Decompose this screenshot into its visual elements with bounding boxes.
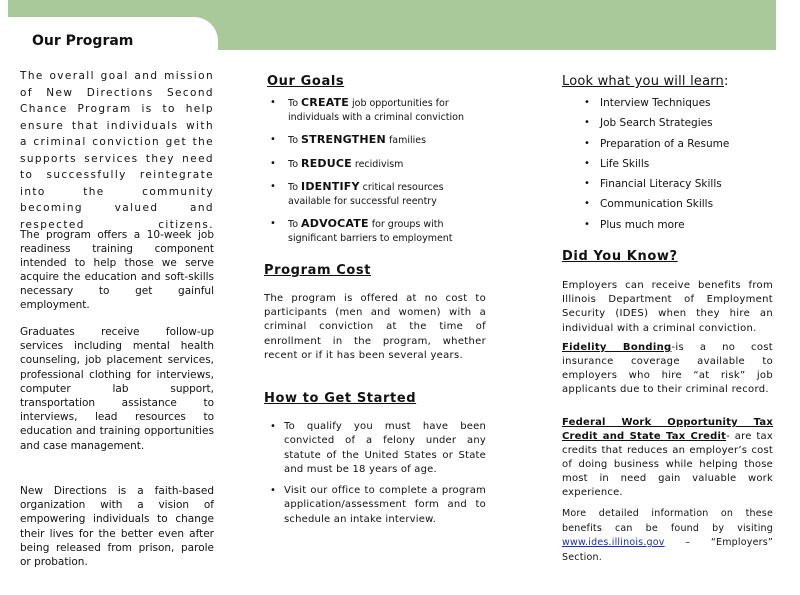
- bullet-icon: •: [584, 178, 590, 190]
- bullet-icon: •: [270, 134, 276, 145]
- organization-paragraph: New Directions is a faith-based organization with a vision of empowering individuals to change their lives for the better even after being released from prison, parole or probation.: [20, 485, 214, 569]
- bullet-icon: •: [584, 157, 590, 169]
- fedtax-term: Federal Work Opportunity Tax Credit and State Tax Credit: [562, 417, 773, 442]
- started-item: • To qualify you must have been convicted of a felony under any statute of the United States or State and must be 18 years of age.: [270, 421, 486, 475]
- ides-link[interactable]: www.ides.illinois.gov: [562, 537, 665, 548]
- goal-item: • To ADVOCATE for groups with significant barriers to employment: [270, 217, 453, 244]
- bullet-icon: •: [270, 97, 276, 108]
- cost-paragraph: The program is offered at no cost to participants (men and women) with a criminal conviction at the time of enrollment in the program, whether recent or if it has been several years.: [264, 293, 486, 361]
- bullet-icon: •: [270, 485, 277, 497]
- fedtax-paragraph: Federal Work Opportunity Tax Credit and State Tax Credit- are tax credits that reduces an employer’s cost of doing business while helping those most in need gain valuable work experience.: [562, 417, 774, 498]
- know-heading: Did You Know?: [562, 249, 678, 264]
- training-paragraph: The program offers a 10-week job readiness training component intended to help those we serve acquire the education and soft-skills necessary to get gainful employment.: [20, 229, 214, 311]
- know-paragraph: Employers can receive benefits from Illinois Department of Employment Security (IDES) when they hire an individual with a criminal conviction.: [562, 280, 773, 334]
- bullet-icon: •: [584, 137, 590, 149]
- learn-item: • Life Skills: [584, 157, 650, 170]
- cost-heading: Program Cost: [264, 263, 372, 278]
- goal-item: • To STRENGTHEN families: [270, 133, 427, 146]
- started-list: [264, 420, 486, 534]
- goal-item: • To CREATE job opportunities for individuals with a criminal conviction: [270, 96, 464, 123]
- page-title: Our Program: [32, 33, 134, 49]
- learn-list: [562, 96, 773, 238]
- bullet-icon: •: [270, 157, 276, 169]
- learn-item: • Preparation of a Resume: [584, 137, 730, 150]
- bullet-icon: •: [270, 421, 277, 432]
- goal-item: • To REDUCE recidivism: [270, 156, 404, 170]
- learn-heading: Look what you will learn:: [562, 74, 729, 89]
- goal-item: • To IDENTIFY critical resources available for successful reentry: [270, 180, 444, 207]
- learn-item: • Job Search Strategies: [584, 117, 713, 130]
- learn-item: • Plus much more: [584, 218, 685, 231]
- more-info-paragraph: More detailed information on these benefits can be found by visiting www.ides.illinois.gov – “Employers” Section.: [562, 508, 773, 563]
- bullet-icon: •: [584, 218, 590, 230]
- started-item: • Visit our office to complete a program application/assessment form and to schedule an intake interview.: [270, 485, 486, 525]
- learn-item: • Interview Techniques: [584, 97, 711, 109]
- mission-paragraph: The overall goal and mission of New Directions Second Chance Program is to help ensure that individuals with a criminal conviction get the supports services they need to successfully reintegrate into the community becoming valued and respected citizens.: [20, 70, 214, 231]
- goals-list: [264, 96, 486, 254]
- fidelity-paragraph: Fidelity Bonding-is a no cost insurance coverage available to employers who hire “at risk” job applicants due to their criminal record.: [562, 342, 774, 395]
- bullet-icon: •: [584, 97, 590, 108]
- started-heading: How to Get Started: [264, 391, 417, 406]
- fidelity-term: Fidelity Bonding: [562, 342, 672, 353]
- bullet-icon: •: [584, 198, 590, 210]
- bullet-icon: •: [270, 181, 276, 192]
- learn-item: • Communication Skills: [584, 198, 714, 211]
- goals-heading: Our Goals: [267, 74, 345, 89]
- bullet-icon: •: [584, 117, 590, 129]
- learn-item: • Financial Literacy Skills: [584, 178, 722, 191]
- bullet-icon: •: [270, 218, 276, 229]
- services-paragraph: Graduates receive follow-up services including mental health counseling, job placement services, professional clothing for interviews, computer lab support, transportation assistance to interviews, lead resources to education and training opportunities and case management.: [20, 326, 214, 452]
